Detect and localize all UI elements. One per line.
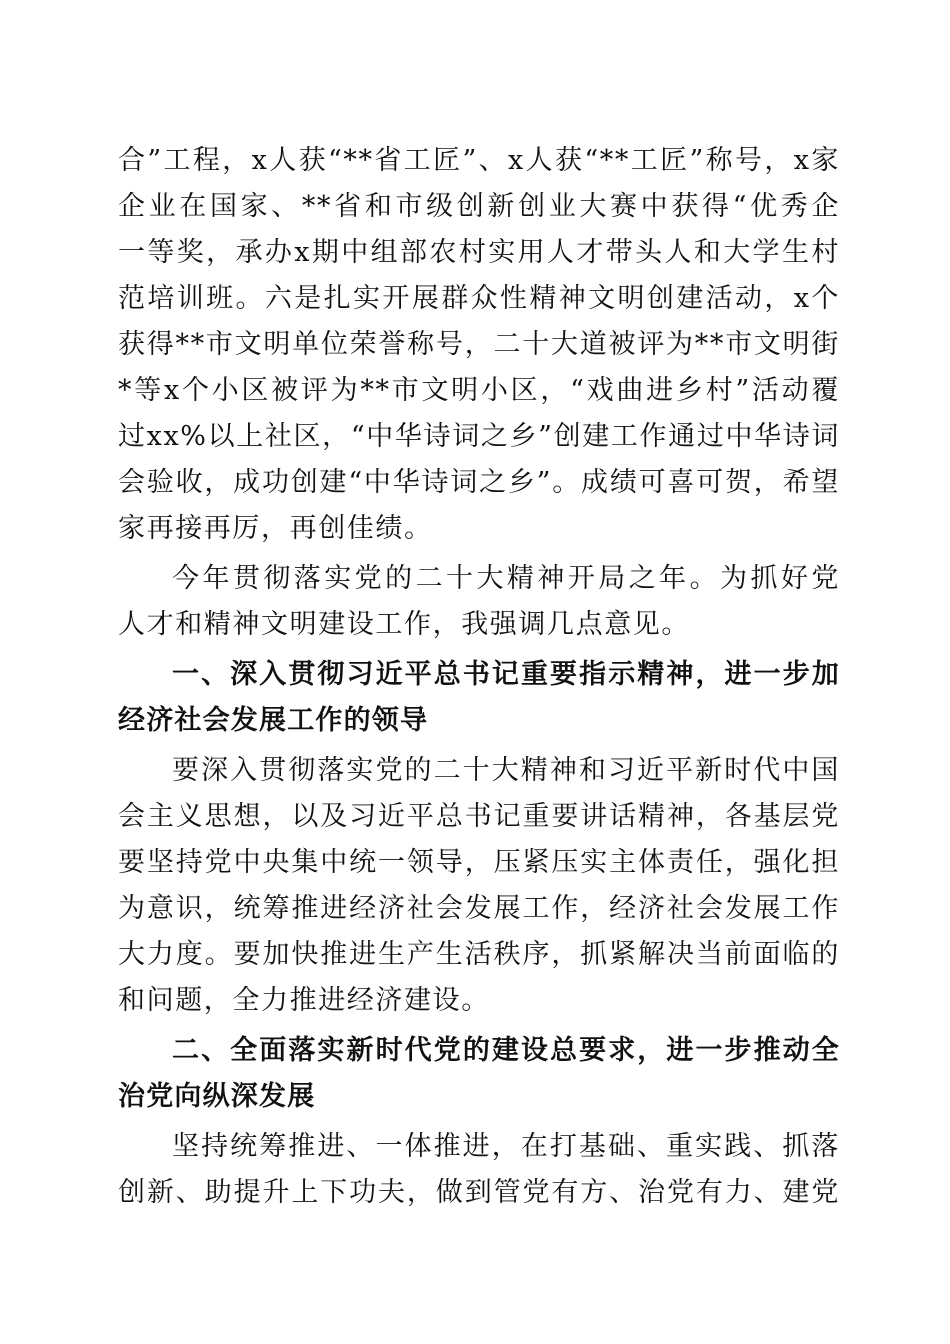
heading-line: 二、全面落实新时代党的建设总要求，进一步推动全 [172, 1035, 840, 1066]
paragraph-section-one [118, 748, 840, 1024]
heading-line: 经济社会发展工作的领导 [118, 705, 429, 736]
text-line: 为意识，统筹推进经济社会发展工作，经济社会发展工作 [118, 893, 840, 924]
text-line: 获得**市文明单位荣誉称号，二十大道被评为**市文明街 [118, 329, 840, 360]
text-line: 家再接再厉，再创佳绩。 [118, 513, 433, 544]
text-line: *等x个小区被评为**市文明小区，“戏曲进乡村”活动覆 [118, 375, 840, 406]
text-line: 今年贯彻落实党的二十大精神开局之年。为抓好党 [172, 563, 840, 594]
text-line: 和问题，全力推进经济建设。 [118, 985, 490, 1016]
heading-line: 治党向纵深发展 [118, 1081, 316, 1112]
text-line: 范培训班。六是扎实开展群众性精神文明创建活动，x个 [118, 283, 840, 314]
heading-line: 一、深入贯彻习近平总书记重要指示精神，进一步加 [172, 659, 840, 690]
text-line: 合”工程，x人获“**省工匠”、x人获“**工匠”称号，x家 [118, 145, 840, 176]
text-line: 会主义思想，以及习近平总书记重要讲话精神，各基层党 [118, 801, 840, 832]
text-line: 要坚持党中央集中统一领导，压紧压实主体责任，强化担 [118, 847, 840, 878]
section-heading-two [118, 1028, 840, 1120]
text-line: 企业在国家、**省和市级创新创业大赛中获得“优秀企 [118, 191, 840, 222]
text-line: 要深入贯彻落实党的二十大精神和习近平新时代中国 [172, 755, 840, 786]
text-line: 一等奖，承办x期中组部农村实用人才带头人和大学生村 [118, 237, 840, 268]
document-body [118, 138, 840, 1216]
paragraph-achievements [118, 138, 840, 552]
text-line: 人才和精神文明建设工作，我强调几点意见。 [118, 609, 690, 640]
text-line: 大力度。要加快推进生产生活秩序，抓紧解决当前面临的 [118, 939, 840, 970]
text-line: 坚持统筹推进、一体推进，在打基础、重实践、抓落 [172, 1131, 840, 1162]
text-line: 会验收，成功创建“中华诗词之乡”。成绩可喜可贺，希望 [118, 467, 840, 498]
text-line: 创新、助提升上下功夫，做到管党有方、治党有力、建党 [118, 1177, 840, 1208]
section-heading-one [118, 652, 840, 744]
paragraph-section-two [118, 1124, 840, 1216]
paragraph-intro [118, 556, 840, 648]
text-line: 过xx%以上社区，“中华诗词之乡”创建工作通过中华诗词 [118, 421, 840, 452]
